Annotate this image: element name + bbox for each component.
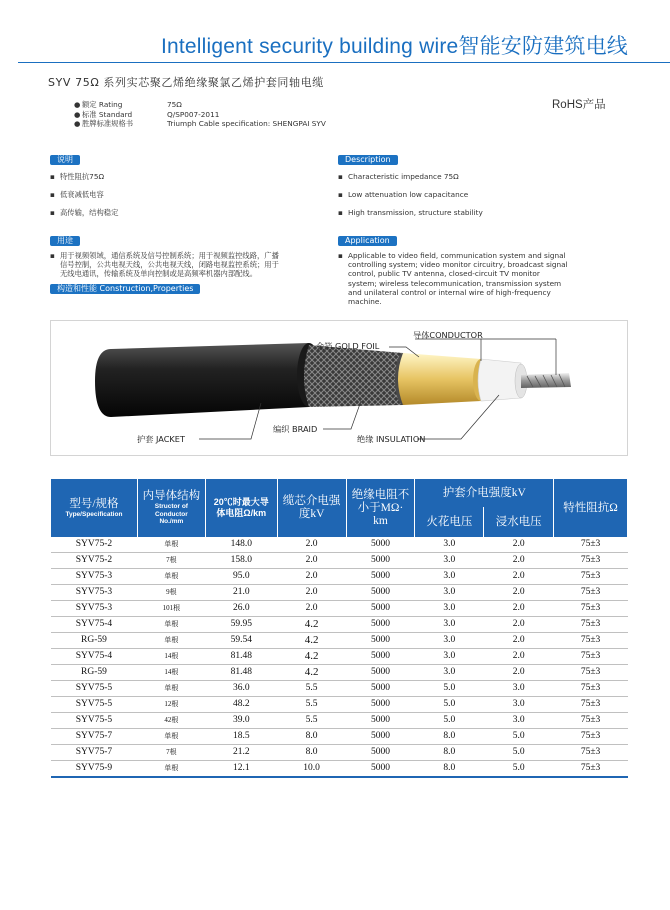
- table-cell: 单根: [137, 569, 205, 585]
- table-cell: SYV75-7: [51, 729, 138, 745]
- header-immersion-voltage: 浸水电压: [484, 507, 554, 537]
- table-body: [51, 537, 628, 777]
- table-cell: 75±3: [554, 569, 628, 585]
- table-cell: 2.0: [484, 617, 554, 633]
- table-cell: 3.0: [415, 601, 484, 617]
- table-cell: 3.0: [415, 633, 484, 649]
- table-cell: SYV75-4: [51, 649, 138, 665]
- table-cell: 3.0: [415, 537, 484, 553]
- table-cell: 8.0: [415, 761, 484, 778]
- table-cell: 48.2: [205, 697, 277, 713]
- jacket-shape: [95, 343, 309, 417]
- table-cell: 5.5: [277, 713, 346, 729]
- description-en-heading: Description: [338, 155, 398, 165]
- header-core-strength: 缆芯介电强 度kV: [277, 479, 346, 537]
- table-cell: 2.0: [277, 569, 346, 585]
- table-cell: 5.0: [415, 697, 484, 713]
- table-cell: SYV75-2: [51, 553, 138, 569]
- table-cell: 75±3: [554, 553, 628, 569]
- table-cell: 5.0: [415, 713, 484, 729]
- label-jacket: 护套 JACKET: [137, 434, 185, 444]
- table-cell: 7根: [137, 553, 205, 569]
- table-cell: 5000: [346, 633, 415, 649]
- label-conductor: 导体CONDUCTOR: [413, 330, 483, 340]
- table-cell: 14根: [137, 665, 205, 681]
- application-cn-text: ▪ 用于视频领域，通信系统及信号控制系统；用于视频监控线路，广播 信号控制，公共电视天线，公共电视天线，闭路电视监控系统；用于 无线电通讯，传输系统及单向控制或是高频率机器内部配线。: [50, 251, 279, 279]
- application-en-heading: Application: [338, 236, 397, 246]
- table-cell: SYV75-5: [51, 681, 138, 697]
- table-cell: 75±3: [554, 649, 628, 665]
- table-cell: 3.0: [415, 617, 484, 633]
- table-cell: 9根: [137, 585, 205, 601]
- table-row: [51, 617, 628, 633]
- table-cell: 2.0: [484, 537, 554, 553]
- table-cell: 单根: [137, 617, 205, 633]
- table-row: [51, 681, 628, 697]
- table-cell: 75±3: [554, 761, 628, 778]
- title-divider: [18, 62, 670, 63]
- table-cell: SYV75-7: [51, 745, 138, 761]
- table-cell: 5000: [346, 617, 415, 633]
- description-cn-item: ▪ 低衰减低电容: [50, 190, 104, 199]
- table-cell: SYV75-2: [51, 537, 138, 553]
- table-cell: 2.0: [277, 553, 346, 569]
- table-cell: 5.5: [277, 681, 346, 697]
- page-title: Intelligent security building wire智能安防建筑电线: [160, 35, 628, 58]
- table-cell: 2.0: [484, 649, 554, 665]
- cable-construction-diagram: [50, 320, 628, 456]
- header-structure: 内导体结构 Structor of Conductor No./mm: [137, 479, 205, 537]
- table-cell: 75±3: [554, 537, 628, 553]
- gold-foil-shape: [398, 353, 481, 405]
- table-cell: 5000: [346, 569, 415, 585]
- construction-heading: 构造和性能 Construction,Properties: [50, 284, 200, 294]
- braid-shape: [304, 345, 403, 407]
- spec-row-standard: ● 标准 Standard Q/SP007-2011: [74, 109, 220, 119]
- table-cell: 81.48: [205, 649, 277, 665]
- table-cell: 21.0: [205, 585, 277, 601]
- table-cell: 5000: [346, 537, 415, 553]
- table-cell: 26.0: [205, 601, 277, 617]
- table-cell: 4.2: [277, 665, 346, 681]
- table-cell: 4.2: [277, 649, 346, 665]
- table-cell: 8.0: [277, 729, 346, 745]
- bullet-icon: ●: [74, 109, 81, 119]
- header-type: 型号/规格 Type/Specification: [51, 479, 138, 537]
- table-cell: 单根: [137, 537, 205, 553]
- table-cell: 75±3: [554, 633, 628, 649]
- description-en-item: ▪ High transmission, structure stability: [338, 208, 483, 217]
- table-cell: SYV75-3: [51, 601, 138, 617]
- table-cell: 7根: [137, 745, 205, 761]
- table-cell: 5000: [346, 681, 415, 697]
- table-row: [51, 729, 628, 745]
- table-cell: 5000: [346, 665, 415, 681]
- table-cell: 42根: [137, 713, 205, 729]
- header-resistance: 20℃时最大导 体电阻Ω/km: [205, 479, 277, 537]
- table-row: [51, 601, 628, 617]
- table-cell: SYV75-9: [51, 761, 138, 778]
- table-row: [51, 633, 628, 649]
- table-cell: 2.0: [277, 585, 346, 601]
- table-row: [51, 585, 628, 601]
- table-cell: 59.95: [205, 617, 277, 633]
- table-cell: 3.0: [484, 697, 554, 713]
- label-insulation: 绝缘 INSULATION: [357, 434, 426, 444]
- table-cell: 75±3: [554, 665, 628, 681]
- table-cell: SYV75-5: [51, 713, 138, 729]
- label-gold-foil: 金箔 GOLD FOIL: [316, 341, 380, 351]
- bullet-icon: ●: [74, 100, 81, 109]
- product-subtitle: SYV 75Ω 系列实芯聚乙烯绝缘聚氯乙烯护套同轴电缆: [48, 76, 324, 89]
- table-cell: 4.2: [277, 617, 346, 633]
- table-cell: 18.5: [205, 729, 277, 745]
- label-braid: 编织 BRAID: [273, 424, 318, 434]
- table-cell: 2.0: [484, 585, 554, 601]
- table-cell: 8.0: [277, 745, 346, 761]
- table-cell: 3.0: [484, 681, 554, 697]
- spec-row-specification: ● 胜牌标准规格书 Triumph Cable specification: SHENGPAI SYV: [74, 119, 326, 128]
- table-cell: 14根: [137, 649, 205, 665]
- table-cell: 5000: [346, 585, 415, 601]
- table-cell: 3.0: [415, 649, 484, 665]
- table-cell: 12根: [137, 697, 205, 713]
- table-cell: RG-59: [51, 633, 138, 649]
- table-row: [51, 713, 628, 729]
- table-cell: 2.0: [484, 553, 554, 569]
- table-cell: 单根: [137, 681, 205, 697]
- table-cell: 81.48: [205, 665, 277, 681]
- header-sheath-strength: 护套介电强度kV: [415, 479, 554, 507]
- table-cell: 2.0: [277, 537, 346, 553]
- table-cell: 2.0: [484, 601, 554, 617]
- table-row: [51, 537, 628, 553]
- table-cell: SYV75-3: [51, 585, 138, 601]
- table-cell: 2.0: [277, 601, 346, 617]
- table-cell: 5.0: [415, 681, 484, 697]
- table-cell: 36.0: [205, 681, 277, 697]
- spec-list: [74, 100, 326, 129]
- table-row: [51, 745, 628, 761]
- table-cell: 12.1: [205, 761, 277, 778]
- table-cell: RG-59: [51, 665, 138, 681]
- description-cn-heading: 说明: [50, 155, 80, 165]
- table-cell: SYV75-3: [51, 569, 138, 585]
- application-cn-heading: 用途: [50, 236, 80, 246]
- table-cell: 5000: [346, 697, 415, 713]
- table-cell: 8.0: [415, 745, 484, 761]
- specification-table: [50, 479, 628, 778]
- table-cell: 5000: [346, 745, 415, 761]
- table-row: [51, 697, 628, 713]
- table-cell: 75±3: [554, 713, 628, 729]
- table-cell: 2.0: [484, 569, 554, 585]
- table-cell: 5000: [346, 713, 415, 729]
- table-cell: 75±3: [554, 681, 628, 697]
- table-cell: 5000: [346, 761, 415, 778]
- table-cell: 59.54: [205, 633, 277, 649]
- spec-row-rating: ● 额定 Rating 75Ω: [74, 100, 182, 109]
- table-cell: 10.0: [277, 761, 346, 778]
- table-cell: 158.0: [205, 553, 277, 569]
- table-row: [51, 649, 628, 665]
- table-cell: 2.0: [484, 633, 554, 649]
- table-cell: 75±3: [554, 697, 628, 713]
- table-cell: 单根: [137, 633, 205, 649]
- table-cell: 5.0: [484, 745, 554, 761]
- table-cell: 3.0: [415, 585, 484, 601]
- table-cell: SYV75-5: [51, 697, 138, 713]
- table-cell: 5.5: [277, 697, 346, 713]
- table-cell: 3.0: [415, 553, 484, 569]
- table-cell: 8.0: [415, 729, 484, 745]
- description-cn-item: ▪ 高传输，结构稳定: [50, 208, 119, 217]
- table-cell: 3.0: [415, 665, 484, 681]
- table-row: [51, 761, 628, 778]
- table-cell: 101根: [137, 601, 205, 617]
- table-cell: 5.0: [484, 761, 554, 778]
- description-en-item: ▪ Characteristic impedance 75Ω: [338, 172, 459, 181]
- table-cell: 2.0: [484, 665, 554, 681]
- table-cell: 3.0: [484, 713, 554, 729]
- description-cn-item: ▪ 特性阻抗75Ω: [50, 172, 105, 181]
- header-insulation-resistance: 绝缘电阻不 小于MΩ· km: [346, 479, 415, 537]
- description-en-item: ▪ Low attenuation low capacitance: [338, 190, 469, 199]
- table-cell: 5000: [346, 601, 415, 617]
- table-cell: 75±3: [554, 601, 628, 617]
- header-impedance: 特性阻抗Ω: [554, 479, 628, 537]
- table-cell: SYV75-4: [51, 617, 138, 633]
- application-en-text: ▪ Applicable to video field, communication system and signal controlling system; video monitor circuitry, broadcast signal control, public TV antenna, closed-circuit TV monitor system; wireless telecommunication, transmission system and unilateral control or internal wire of high-frequency machine.: [338, 251, 568, 307]
- table-cell: 4.2: [277, 633, 346, 649]
- table-cell: 单根: [137, 729, 205, 745]
- table-cell: 21.2: [205, 745, 277, 761]
- table-cell: 75±3: [554, 585, 628, 601]
- table-cell: 95.0: [205, 569, 277, 585]
- table-cell: 75±3: [554, 617, 628, 633]
- table-cell: 5000: [346, 729, 415, 745]
- table-cell: 单根: [137, 761, 205, 778]
- table-cell: 75±3: [554, 729, 628, 745]
- table-row: [51, 553, 628, 569]
- bullet-icon: ●: [74, 119, 81, 128]
- table-cell: 3.0: [415, 569, 484, 585]
- table-row: [51, 665, 628, 681]
- table-cell: 5.0: [484, 729, 554, 745]
- table-cell: 5000: [346, 553, 415, 569]
- table-cell: 5000: [346, 649, 415, 665]
- table-cell: 75±3: [554, 745, 628, 761]
- insulation-shape: [478, 359, 521, 401]
- rohs-label: RoHS产品: [552, 99, 606, 111]
- table-cell: 39.0: [205, 713, 277, 729]
- table-cell: 148.0: [205, 537, 277, 553]
- table-row: [51, 569, 628, 585]
- header-spark-voltage: 火花电压: [415, 507, 484, 537]
